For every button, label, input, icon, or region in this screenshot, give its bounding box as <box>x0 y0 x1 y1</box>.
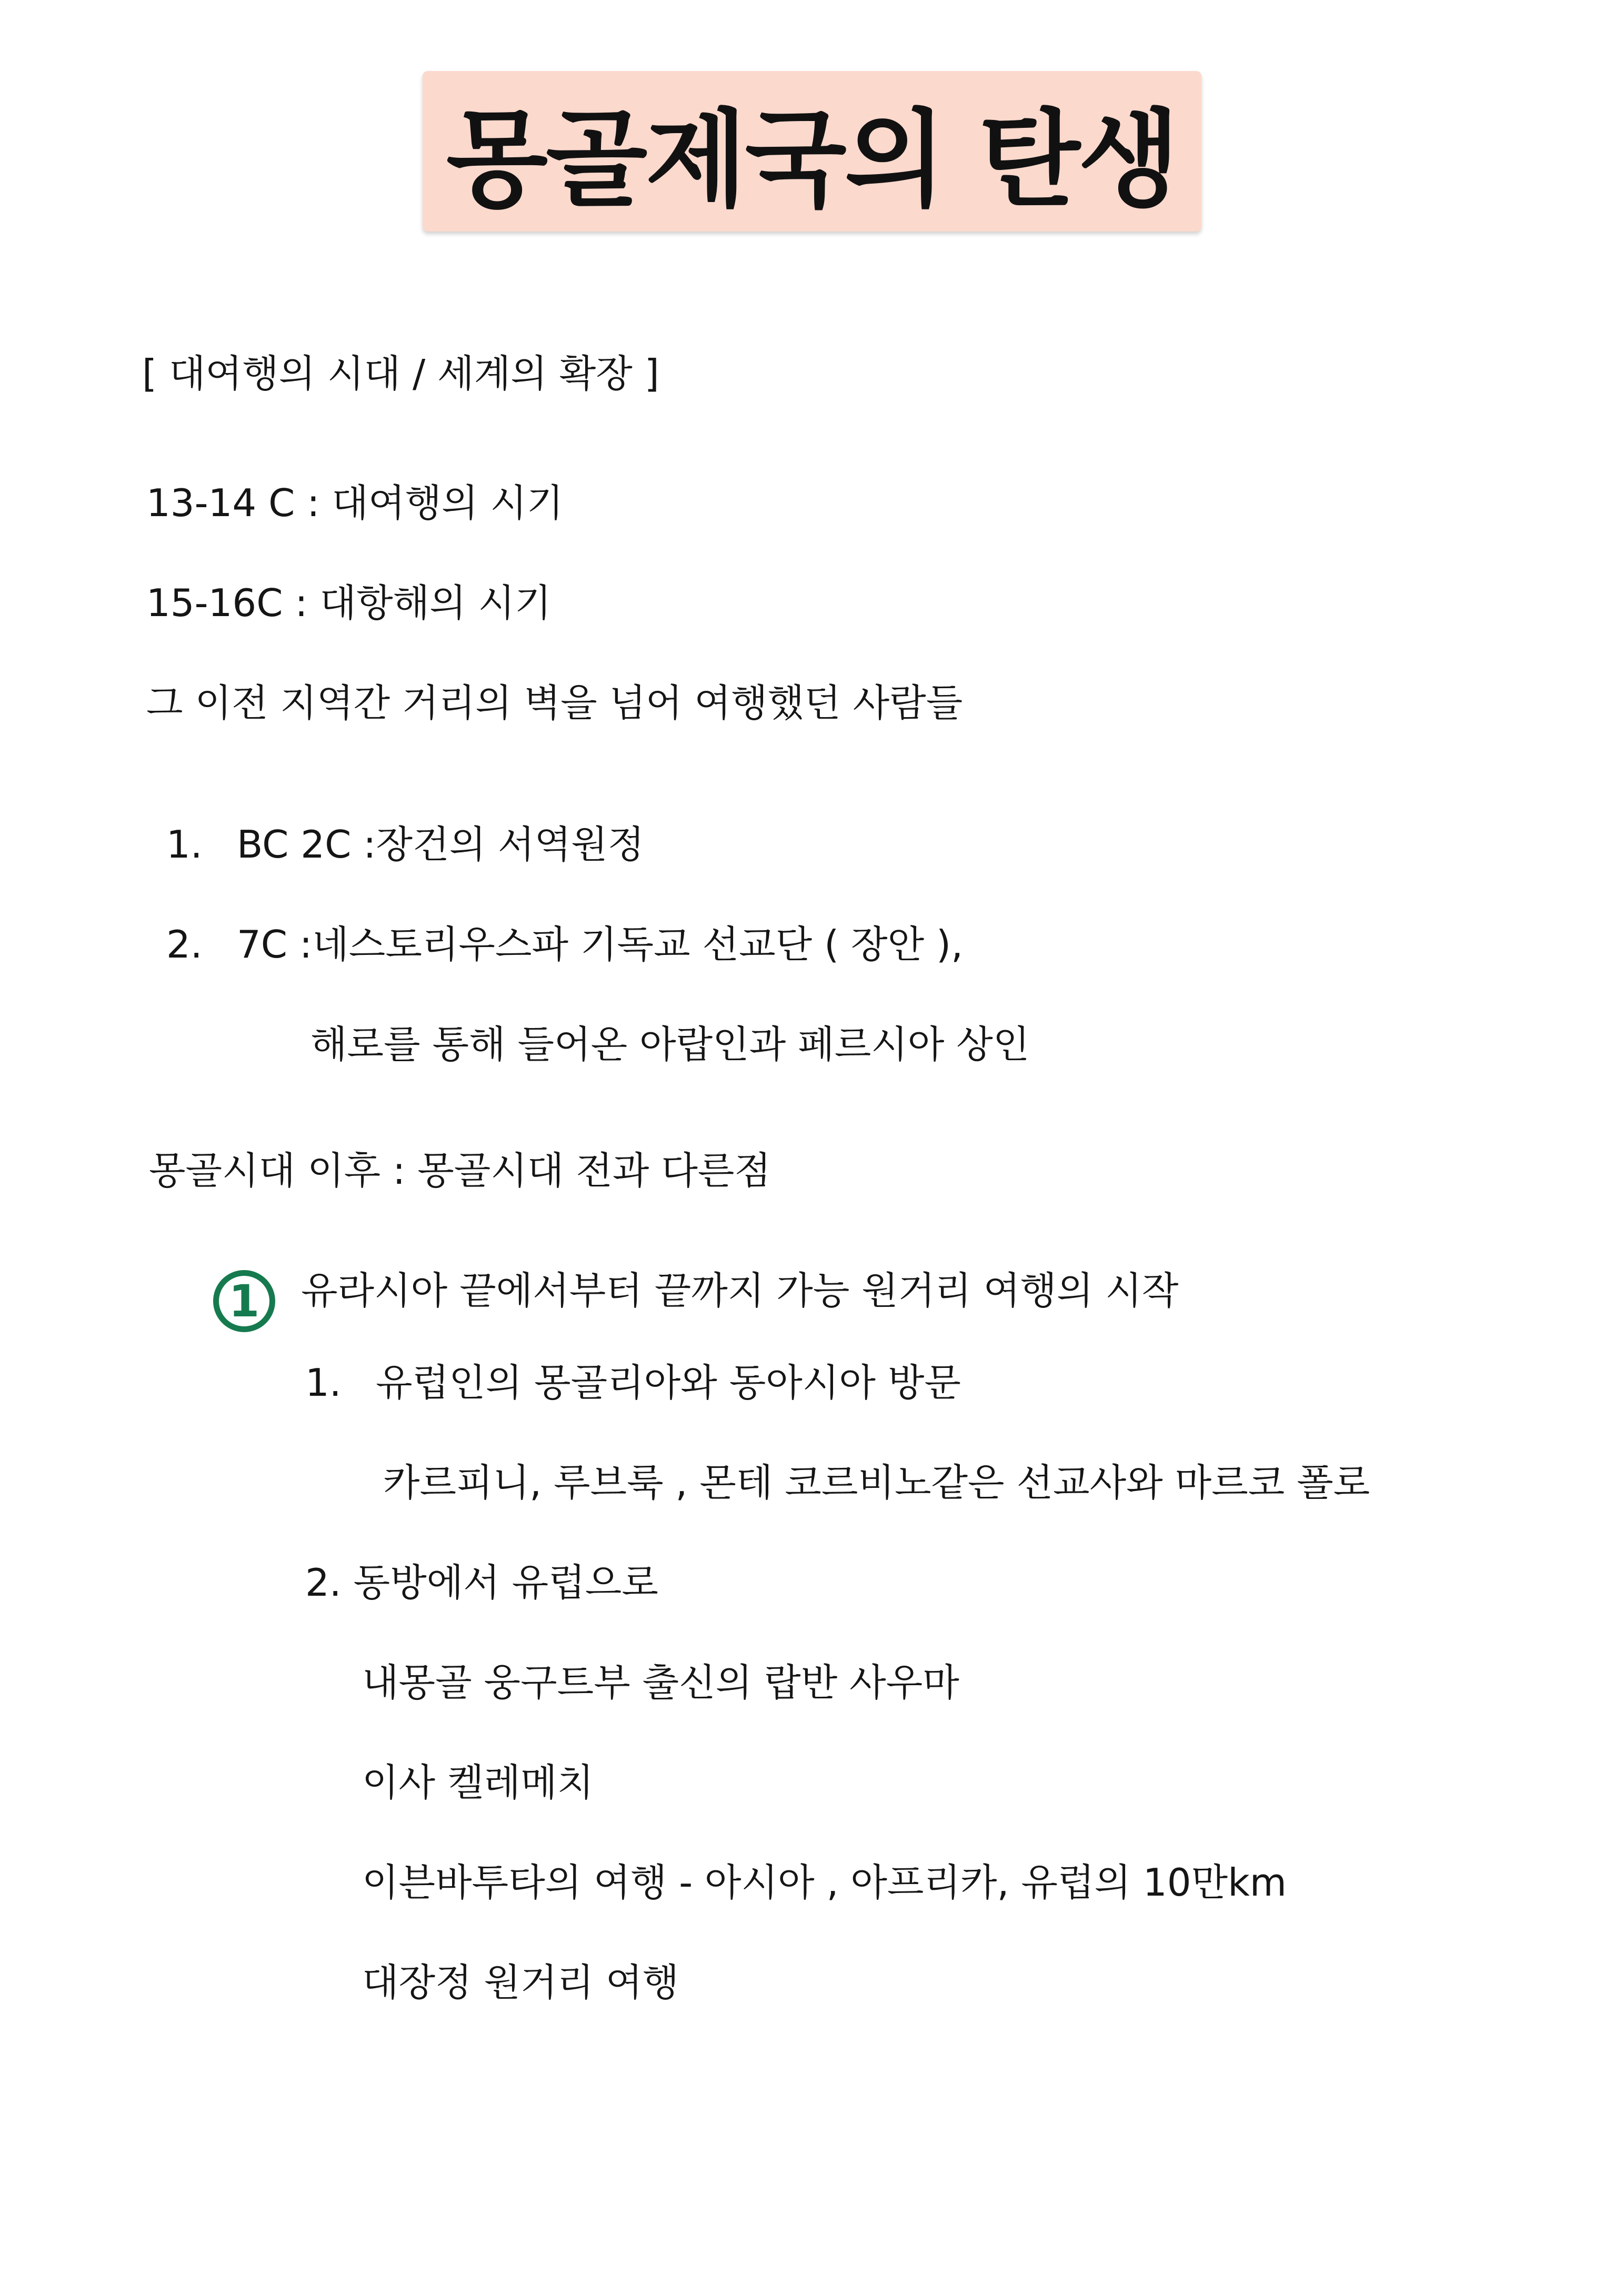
circled-number-one: 1 <box>213 1270 275 1332</box>
list-item-continuation: 해로를 통해 들어온 아랍인과 페르시아 상인 <box>310 1022 1030 1066</box>
mongol-era-header: 몽골시대 이후 : 몽골시대 전과 다른점 <box>149 1149 771 1193</box>
sub-item-detail: 대장정 원거리 여행 <box>362 1960 679 2005</box>
sub-number: 1. <box>305 1361 342 1405</box>
section-header: [ 대여행의 시대 / 세계의 확장 ] <box>142 351 659 396</box>
page-title: 몽골제국의 탄생 <box>446 99 1178 221</box>
timeline-line: 15-16C : 대항해의 시기 <box>146 581 552 625</box>
list-item: 7C :네스토리우스파 기독교 선교단 ( 장안 ), <box>237 922 964 966</box>
list-number: 1. <box>166 822 203 867</box>
title-box <box>423 71 1201 231</box>
sub-item: 유럽인의 몽골리아와 동아시아 방문 <box>376 1361 961 1405</box>
timeline-line: 그 이전 지역간 거리의 벽을 넘어 여행했던 사람들 <box>146 681 963 725</box>
sub-item-detail: 카르피니, 루브룩 , 몬테 코르비노같은 선교사와 마르코 폴로 <box>383 1461 1370 1505</box>
sub-item: 2. 동방에서 유럽으로 <box>305 1560 658 1605</box>
list-number: 2. <box>166 922 203 966</box>
timeline-line: 13-14 C : 대여행의 시기 <box>146 481 564 525</box>
list-item: BC 2C :장건의 서역원정 <box>237 822 645 867</box>
point-heading: 유라시아 끝에서부터 끝까지 가능 원거리 여행의 시작 <box>301 1268 1179 1313</box>
sub-item-detail: 이사 켈레메치 <box>362 1760 594 1805</box>
sub-item-detail: 내몽골 웅구트부 출신의 랍반 사우마 <box>362 1660 959 1705</box>
sub-item-detail: 이븐바투타의 여행 - 아시아 , 아프리카, 유럽의 10만km <box>362 1860 1287 1905</box>
